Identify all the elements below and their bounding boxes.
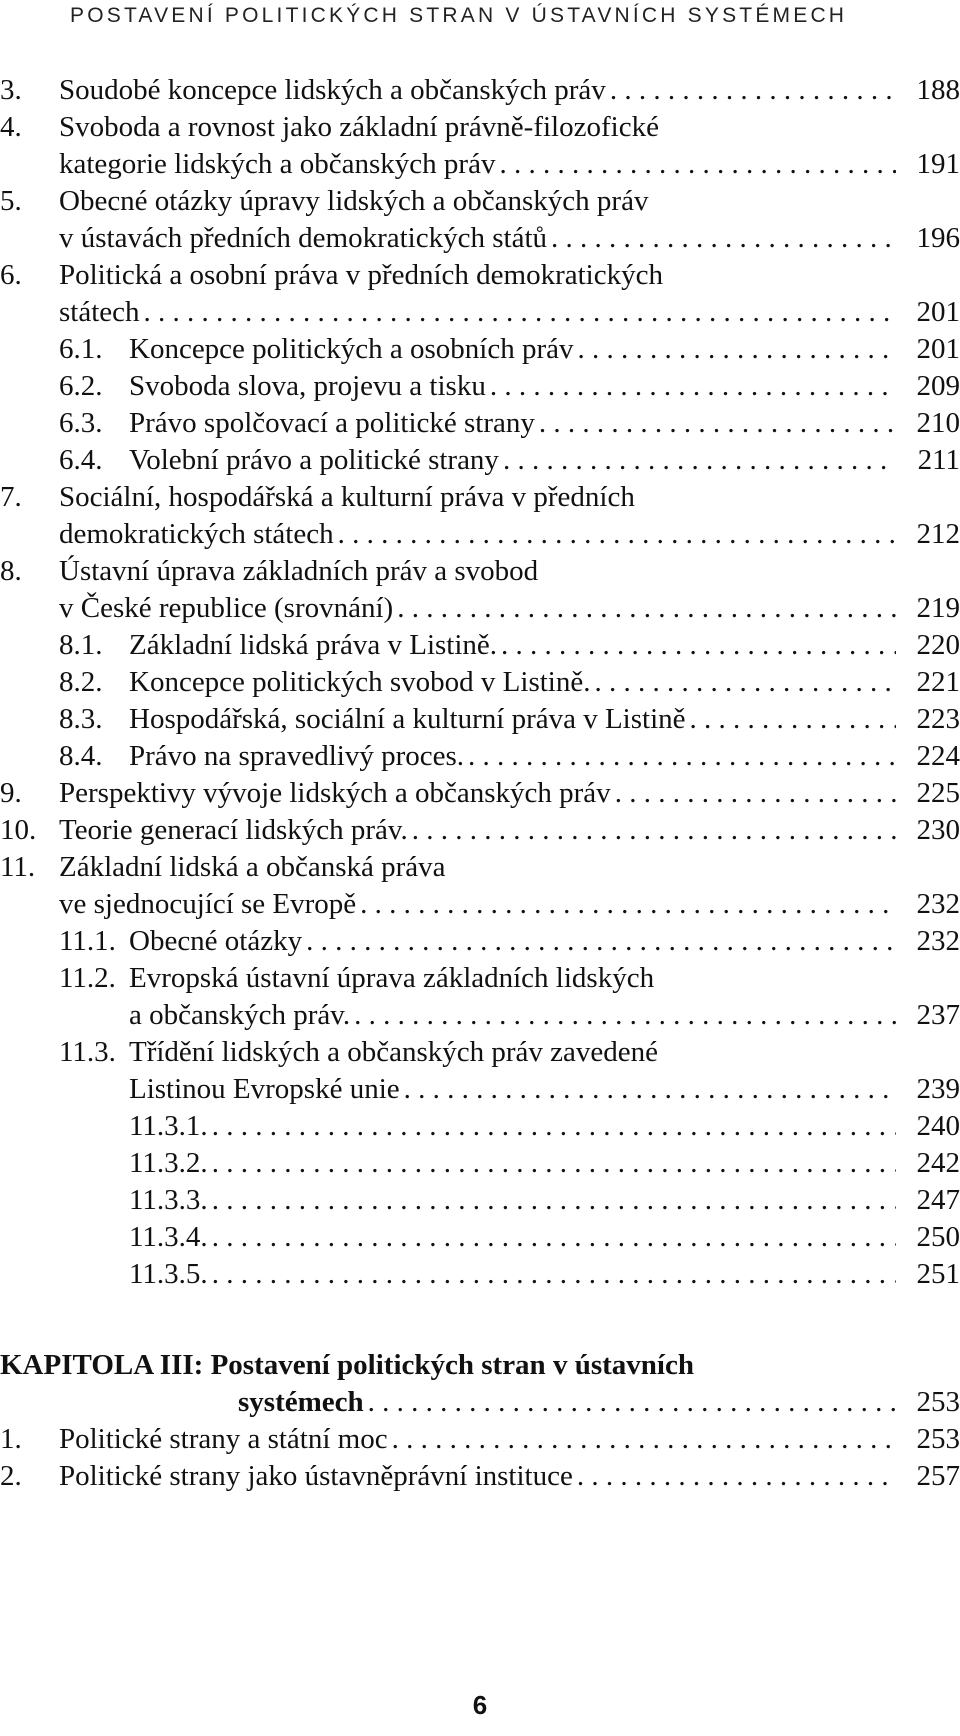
toc-entry-page: 201 (916, 333, 960, 365)
toc-entry (0, 405, 960, 442)
toc-entry-number: 2. (0, 1460, 22, 1492)
toc-entry-page: 188 (916, 74, 960, 106)
toc-entry (0, 257, 960, 294)
toc-entry-title: Právo na spravedlivý proces. (129, 740, 465, 772)
toc-entry-leader (129, 442, 960, 479)
toc-entry-title-line1: Základní lidská a občanská práva (59, 851, 446, 883)
toc-entry-leader (59, 1458, 960, 1495)
toc-entry-title: v České republice (srovnání) (59, 592, 394, 624)
toc-entry-leader (59, 886, 960, 923)
toc-entry-page: 220 (916, 629, 960, 661)
toc-entry-title: demokratických státech (59, 518, 334, 550)
toc-entry-page: 211 (917, 444, 960, 476)
toc-entry-number: 7. (0, 481, 22, 513)
toc-entry-page: 223 (916, 703, 960, 735)
toc-entry-number: 9. (0, 777, 22, 809)
toc-entry-title-line1: Obecné otázky úpravy lidských a občanských práv (59, 185, 649, 217)
toc-entry (0, 701, 960, 738)
toc-entry (0, 1256, 960, 1293)
toc-entry-title: Volební právo a politické strany (129, 444, 499, 476)
toc-entry-leader (59, 72, 960, 109)
toc-entry (0, 1421, 960, 1458)
toc-entry-leader (129, 923, 960, 960)
toc-entry-title: Hospodářská, sociální a kulturní práva v Listině (129, 703, 686, 735)
toc-entry-number: 8.4. (59, 740, 103, 772)
chapter-heading (0, 1347, 960, 1384)
toc-entry-continuation (0, 886, 960, 923)
toc-entry (0, 849, 960, 886)
toc-entry-leader (59, 1421, 960, 1458)
toc-entry-page: 257 (916, 1460, 960, 1492)
toc-entry-title: Základní lidská práva v Listině. (129, 629, 498, 661)
toc-entry (0, 1034, 960, 1071)
toc-entry-leader (59, 146, 960, 183)
toc-entry-number: 8. (0, 555, 22, 587)
toc-entry-continuation (0, 516, 960, 553)
toc-entry (0, 664, 960, 701)
toc-entry-title-line1: Ústavní úprava základních práv a svobod (59, 555, 539, 587)
toc-entry-title: Politické strany jako ústavněprávní instituce (59, 1460, 573, 1492)
toc-entry-title: Koncepce politických svobod v Listině. (129, 666, 591, 698)
toc-entry-page: 250 (916, 1221, 960, 1253)
toc-entry-title: 11.3.2. (129, 1147, 208, 1179)
toc-entry-number: 8.2. (59, 666, 103, 698)
toc-entry-leader (129, 1145, 960, 1182)
toc-entry-title: v ústavách předních demokratických států (59, 222, 548, 254)
toc-entry-page: 219 (916, 592, 960, 624)
toc-entry-title: 11.3.3. (129, 1184, 208, 1216)
toc-entry-number: 6.2. (59, 370, 103, 402)
toc-entry-continuation (0, 997, 960, 1034)
toc-entry-leader (129, 664, 960, 701)
toc-entry-title: Právo spolčovací a politické strany (129, 407, 535, 439)
toc-entry (0, 479, 960, 516)
chapter-heading-line1: KAPITOLA III: Postavení politických stran v ústavních (0, 1349, 694, 1381)
toc-entry-number: 8.1. (59, 629, 103, 661)
toc-entry-page: 253 (916, 1423, 960, 1455)
toc-entry-leader (129, 331, 960, 368)
toc-entry (0, 960, 960, 997)
toc-entry-page: 209 (916, 370, 960, 402)
toc-entry-leader (59, 220, 960, 257)
toc-entry-number: 4. (0, 111, 22, 143)
toc-entry-page: 224 (916, 740, 960, 772)
toc-entry-page: 247 (916, 1184, 960, 1216)
chapter-heading-title: systémech (238, 1386, 364, 1418)
toc-entry-number: 10. (0, 814, 37, 846)
toc-entry-title: kategorie lidských a občanských práv (59, 148, 496, 180)
toc-entry (0, 923, 960, 960)
toc-entry (0, 109, 960, 146)
toc-entry-title-line1: Evropská ústavní úprava základních lidských (129, 962, 655, 994)
running-head: POSTAVENÍ POLITICKÝCH STRAN V ÚSTAVNÍCH SYSTÉMECH (70, 4, 848, 27)
toc-entry-page: 232 (916, 888, 960, 920)
toc-entry-number: 11.1. (59, 925, 116, 957)
toc-entry-number: 5. (0, 185, 22, 217)
toc-entry-continuation (0, 294, 960, 331)
toc-entry-leader (129, 368, 960, 405)
toc-entry-number: 6. (0, 259, 22, 291)
toc-entry-leader (59, 590, 960, 627)
toc-entry (0, 553, 960, 590)
toc-entry (0, 1182, 960, 1219)
toc-entry-leader (129, 405, 960, 442)
toc-entry-page: 240 (916, 1110, 960, 1142)
toc-entry-number: 6.4. (59, 444, 103, 476)
toc-entry-title-line1: Sociální, hospodářská a kulturní práva v předních (59, 481, 635, 513)
toc-entry-title: 11.3.1. (129, 1110, 208, 1142)
toc-entry-title: Svoboda slova, projevu a tisku (129, 370, 486, 402)
toc-entry-leader (129, 701, 960, 738)
toc-entry-page: 232 (916, 925, 960, 957)
toc-entry-page: 239 (916, 1073, 960, 1105)
toc-entry-title: Obecné otázky (129, 925, 303, 957)
toc-entry-title: a občanských práv. (129, 999, 351, 1031)
toc-entry-page: 196 (916, 222, 960, 254)
toc-entry-leader (59, 812, 960, 849)
toc-entry-page: 251 (916, 1258, 960, 1290)
toc-entry-page: 230 (916, 814, 960, 846)
toc-entry-page: 253 (916, 1386, 960, 1418)
toc-entry (0, 72, 960, 109)
toc-entry-leader (129, 1071, 960, 1108)
toc-entry-title: Listinou Evropské unie (129, 1073, 400, 1105)
toc-entry-page: 237 (916, 999, 960, 1031)
toc-entry-continuation (0, 220, 960, 257)
toc-entry (0, 627, 960, 664)
chapter-heading-continuation (0, 1384, 960, 1421)
toc-entry-continuation (0, 146, 960, 183)
toc-entry-leader (129, 738, 960, 775)
toc-entry-leader (59, 775, 960, 812)
toc-entry-title: Soudobé koncepce lidských a občanských práv (59, 74, 606, 106)
toc-entry-title: 11.3.4. (129, 1221, 208, 1253)
toc-entry-page: 201 (916, 296, 960, 328)
toc-entry-number: 11. (0, 851, 36, 883)
toc-entry-title-line1: Politická a osobní práva v předních demokratických (59, 259, 663, 291)
toc-entry-page: 242 (916, 1147, 960, 1179)
toc-entry-continuation (0, 590, 960, 627)
toc-entry-leader (59, 516, 960, 553)
toc-entry-number: 6.3. (59, 407, 103, 439)
toc-entry-title: ve sjednocující se Evropě (59, 888, 357, 920)
toc-entry (0, 1108, 960, 1145)
toc-entry (0, 1145, 960, 1182)
toc-entry-leader (129, 1256, 960, 1293)
toc-entry (0, 442, 960, 479)
toc-entry-page: 191 (916, 148, 960, 180)
toc-entry (0, 183, 960, 220)
toc-entry-leader (129, 627, 960, 664)
toc-entry-continuation (0, 1071, 960, 1108)
toc-entry-page: 210 (916, 407, 960, 439)
toc-entry (0, 331, 960, 368)
toc-entry-page: 212 (916, 518, 960, 550)
toc-entry-page: 221 (916, 666, 960, 698)
toc-entry (0, 812, 960, 849)
toc-entry (0, 1219, 960, 1256)
toc-entry-title: Perspektivy vývoje lidských a občanských práv (59, 777, 611, 809)
toc-entry-title-line1: Svoboda a rovnost jako základní právně-filozofické (59, 111, 659, 143)
toc-entry (0, 775, 960, 812)
toc-entry-leader (59, 294, 960, 331)
toc-entry-number: 3. (0, 74, 22, 106)
toc-entry-leader (238, 1384, 960, 1421)
toc-entry-leader (129, 1219, 960, 1256)
toc-entry-title: Koncepce politických a osobních práv (129, 333, 574, 365)
toc-entry (0, 738, 960, 775)
toc-entry-leader (129, 997, 960, 1034)
toc-entry-title: Teorie generací lidských práv. (59, 814, 408, 846)
toc-entry-title: Politické strany a státní moc (59, 1423, 388, 1455)
toc-entry-leader (129, 1108, 960, 1145)
toc-entry-number: 6.1. (59, 333, 103, 365)
toc-entry-title: státech (59, 296, 140, 328)
toc-entry (0, 368, 960, 405)
toc-entry-leader (129, 1182, 960, 1219)
toc-entry-page: 225 (916, 777, 960, 809)
toc-entry-title-line1: Třídění lidských a občanských práv zavedené (129, 1036, 659, 1068)
toc-entry-number: 1. (0, 1423, 22, 1455)
toc-entry-number: 11.3. (59, 1036, 116, 1068)
page-number: 6 (472, 1690, 488, 1720)
toc-entry (0, 1458, 960, 1495)
toc-entry-number: 8.3. (59, 703, 103, 735)
toc-entry-number: 11.2. (59, 962, 116, 994)
toc-entry-title: 11.3.5. (129, 1258, 208, 1290)
